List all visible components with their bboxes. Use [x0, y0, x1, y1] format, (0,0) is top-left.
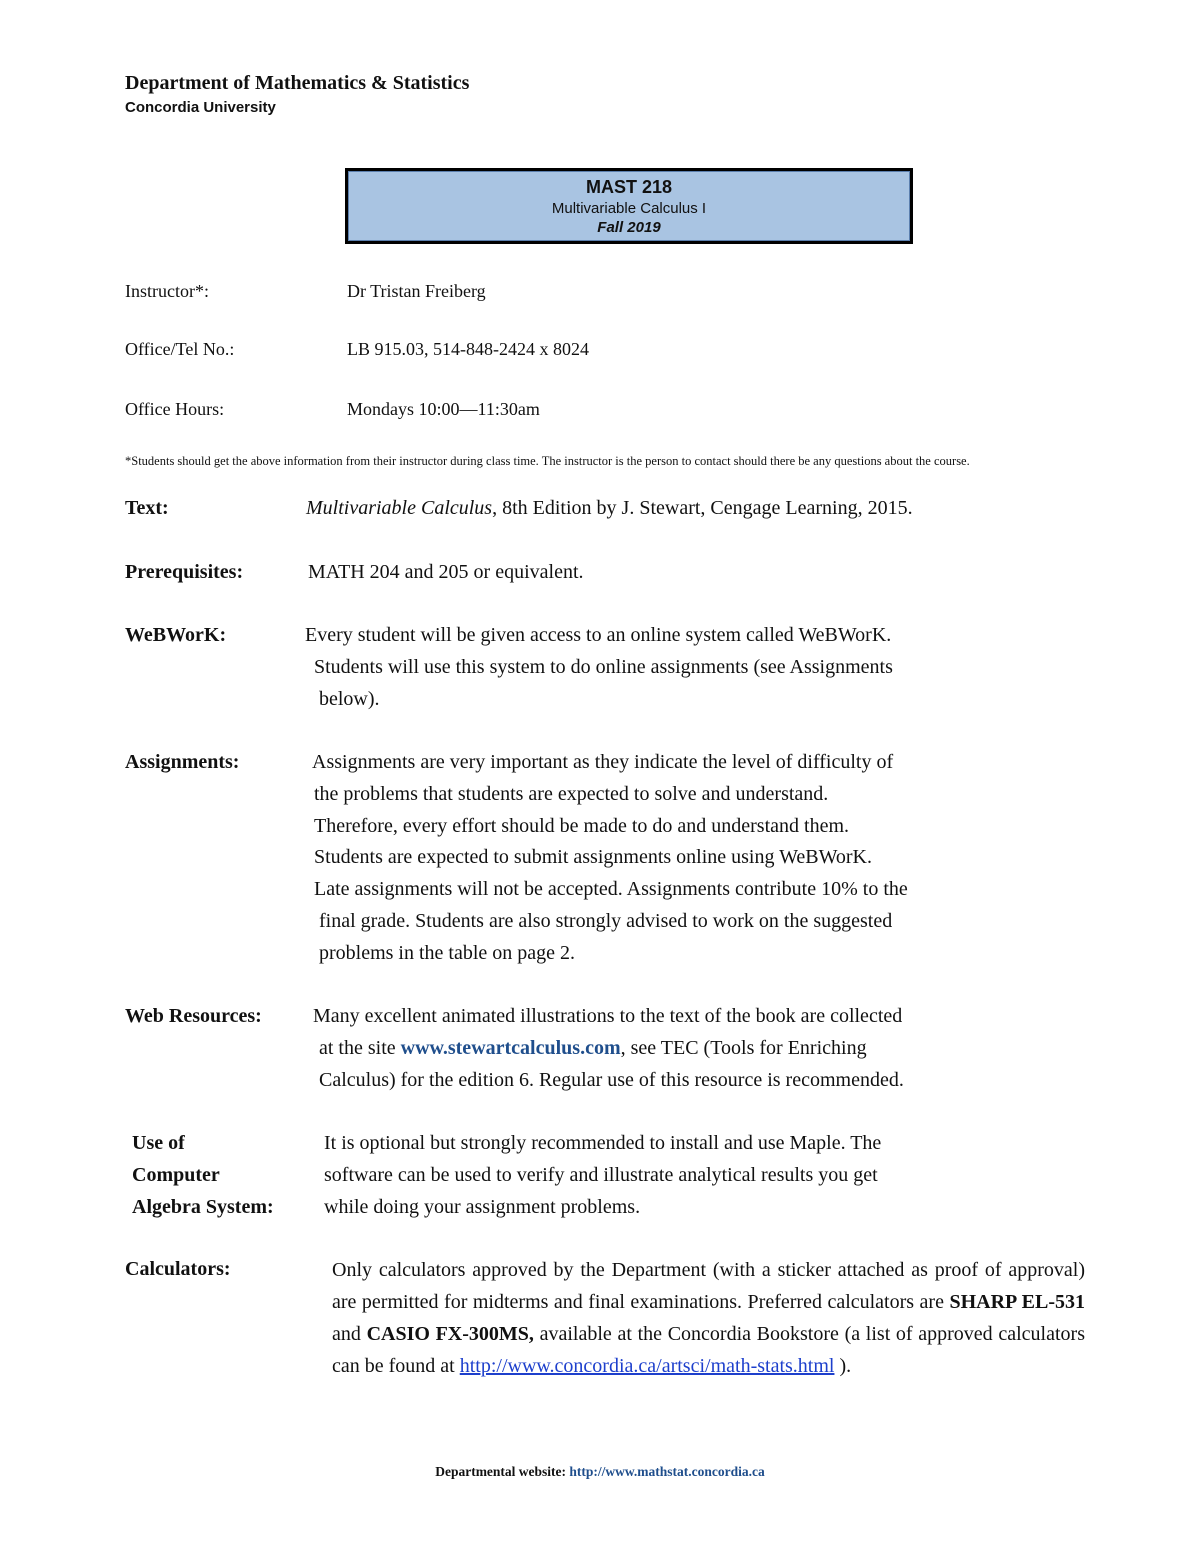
office-hours-value: Mondays 10:00—11:30am — [347, 399, 540, 419]
calculators-paragraph — [332, 1254, 1085, 1382]
department-website-link[interactable]: http://www.mathstat.concordia.ca — [569, 1464, 765, 1479]
instructor-value: Dr Tristan Freiberg — [347, 281, 486, 301]
textbook-details: , 8th Edition by J. Stewart, Cengage Learning, 2015. — [492, 497, 913, 519]
department-title: Department of Mathematics & Statistics — [125, 72, 470, 94]
web-resources-text: , see TEC (Tools for Enriching — [620, 1037, 867, 1059]
office-hours-label: Office Hours: — [125, 399, 225, 419]
calculator-model: SHARP EL-531 — [949, 1291, 1085, 1313]
prerequisites-label: Prerequisites: — [125, 561, 244, 583]
web-resources-line: Calculus) for the edition 6. Regular use of this resource is recommended. — [319, 1069, 904, 1091]
web-resources-line: Many excellent animated illustrations to the text of the book are collected — [313, 1005, 903, 1027]
textbook-line — [306, 497, 913, 520]
assignments-line: Assignments are very important as they indicate the level of difficulty of — [312, 751, 894, 773]
calculators-label: Calculators: — [125, 1258, 231, 1280]
text-label: Text: — [125, 497, 169, 519]
course-name: Multivariable Calculus I — [551, 200, 707, 217]
assignments-line: Late assignments will not be accepted. Assignments contribute 10% to the — [314, 878, 908, 900]
webwork-line: Every student will be given access to an online system called WeBWorK. — [305, 624, 892, 646]
prerequisites-value: MATH 204 and 205 or equivalent. — [308, 561, 584, 583]
office-label: Office/Tel No.: — [125, 339, 235, 359]
footer — [0, 1464, 1200, 1480]
calculators-text: Only calculators approved by the Department (with a sticker attached as proof of approval) are permitted for midterms and final examinations. Preferred calculators are — [332, 1259, 1085, 1313]
office-value: LB 915.03, 514-848-2424 x 8024 — [347, 339, 589, 359]
calculators-text: and — [332, 1323, 367, 1345]
course-title-box — [345, 168, 913, 244]
assignments-line: Students are expected to submit assignments online using WeBWorK. — [314, 846, 872, 868]
stewart-calculus-link[interactable]: www.stewartcalculus.com — [400, 1037, 621, 1059]
assignments-line: Therefore, every effort should be made to do and understand them. — [314, 815, 849, 837]
course-term: Fall 2019 — [597, 219, 661, 236]
cas-label: Algebra System: — [132, 1196, 274, 1218]
approved-calculators-link[interactable]: http://www.concordia.ca/artsci/math-stats.html — [459, 1355, 835, 1377]
cas-label: Use of — [132, 1132, 185, 1154]
cas-label: Computer — [132, 1164, 220, 1186]
assignments-line: final grade. Students are also strongly advised to work on the suggested — [319, 910, 893, 932]
web-resources-text: at the site — [319, 1037, 401, 1059]
webwork-line: below). — [319, 688, 380, 710]
cas-line: software can be used to verify and illustrate analytical results you get — [324, 1164, 878, 1186]
footer-label: Departmental website: — [435, 1464, 570, 1479]
assignments-line: the problems that students are expected to solve and understand. — [314, 783, 829, 805]
instructor-label: Instructor*: — [125, 281, 209, 301]
assignments-label: Assignments: — [125, 751, 240, 773]
textbook-title: Multivariable Calculus — [306, 497, 493, 519]
cas-line: while doing your assignment problems. — [324, 1196, 641, 1218]
course-code: MAST 218 — [585, 177, 673, 197]
web-resources-line — [319, 1037, 867, 1060]
cas-line: It is optional but strongly recommended to install and use Maple. The — [324, 1132, 882, 1154]
webwork-line: Students will use this system to do online assignments (see Assignments — [314, 656, 893, 678]
instructor-footnote: *Students should get the above information from their instructor during class time. The instructor is the person to contact should there be any questions about the course. — [125, 454, 970, 468]
webwork-label: WeBWorK: — [125, 624, 227, 646]
calculators-text: ). — [834, 1355, 852, 1377]
calculators-text: available at the Concordia Bookstore (a list of approved calculators can be found at — [332, 1323, 1085, 1377]
university-name: Concordia University — [125, 99, 276, 116]
web-resources-label: Web Resources: — [125, 1005, 262, 1027]
calculator-model: CASIO FX-300MS, — [366, 1323, 534, 1345]
assignments-line: problems in the table on page 2. — [319, 942, 576, 964]
